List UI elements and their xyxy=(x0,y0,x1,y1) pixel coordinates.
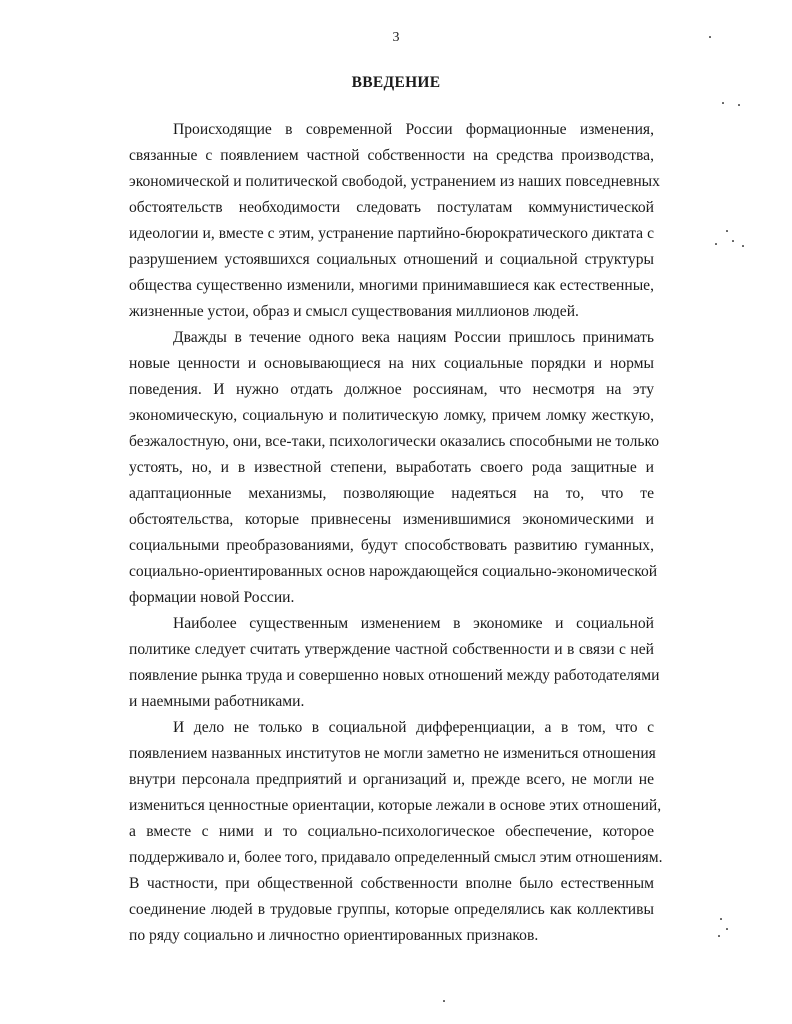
text-line: И дело не только в социальной дифференциации, а в том, что с xyxy=(173,719,654,736)
text-line: В частности, при общественной собственности вполне было естественным xyxy=(129,875,654,892)
scan-speck xyxy=(726,928,728,930)
section-heading: ВВЕДЕНИЕ xyxy=(351,74,441,91)
text-line: общества существенно изменили, многими принимавшиеся как естественные, xyxy=(129,277,654,294)
text-line: обстоятельства, которые привнесены изменившимися экономическими и xyxy=(129,511,654,528)
text-line: по ряду социально и личностно ориентированных признаков. xyxy=(129,927,539,944)
scan-speck xyxy=(709,36,711,38)
text-line: разрушением устоявшихся социальных отношений и социальной структуры xyxy=(129,251,654,268)
text-line: обстоятельств необходимости следовать постулатам коммунистической xyxy=(129,199,654,216)
body-text xyxy=(129,117,663,949)
paragraph xyxy=(129,325,660,611)
text-line: новые ценности и основывающиеся на них социальные порядки и нормы xyxy=(129,355,654,372)
text-line: Наиболее существенным изменением в экономике и социальной xyxy=(173,615,654,632)
text-line: поведения. И нужно отдать должное россиянам, что несмотря на эту xyxy=(129,381,654,398)
text-line: формации новой России. xyxy=(129,589,295,606)
text-line: и наемными работниками. xyxy=(129,693,305,710)
text-line: устоять, но, и в известной степени, выработать своего рода защитные и xyxy=(129,459,654,476)
scan-speck xyxy=(715,243,717,245)
text-line: измениться ценностные ориентации, которые лежали в основе этих отношений, xyxy=(129,797,662,814)
scan-speck xyxy=(718,935,720,937)
text-line: политике следует считать утверждение частной собственности и в связи с ней xyxy=(129,641,654,658)
text-line: безжалостную, они, все-таки, психологически оказались способными не только xyxy=(129,433,660,450)
text-line: идеологии и, вместе с этим, устранение партийно-бюрократического диктата с xyxy=(129,225,654,242)
paragraph xyxy=(129,715,663,949)
page-number: 3 xyxy=(392,30,400,45)
scan-speck xyxy=(732,240,734,242)
text-line: жизненные устои, образ и смысл существования миллионов людей. xyxy=(129,303,579,320)
text-line: связанные с появлением частной собственности на средства производства, xyxy=(129,147,654,164)
scan-speck xyxy=(722,102,724,104)
text-line: социально-ориентированных основ нарождающейся социально-экономической xyxy=(129,563,658,580)
text-line: экономической и политической свободой, устранением из наших повседневных xyxy=(129,173,660,190)
text-line: Дважды в течение одного века нациям России пришлось принимать xyxy=(173,329,654,346)
text-line: внутри персонала предприятий и организаций и, прежде всего, не могли не xyxy=(129,771,654,788)
scan-speck xyxy=(720,918,722,920)
text-line: поддерживало и, более того, придавало определенный смысл этим отношениям. xyxy=(129,849,663,866)
scan-speck xyxy=(742,245,744,247)
text-line: адаптационные механизмы, позволяющие надеяться на то, что те xyxy=(129,485,654,502)
text-line: экономическую, социальную и политическую ломку, причем ломку жесткую, xyxy=(129,407,654,424)
scan-speck xyxy=(443,1000,445,1002)
text-line: появлением названных институтов не могли заметно не измениться отношения xyxy=(129,745,656,762)
text-line: Происходящие в современной России формационные изменения, xyxy=(173,121,654,138)
scan-speck xyxy=(738,104,740,106)
text-line: социальными преобразованиями, будут способствовать развитию гуманных, xyxy=(129,537,654,554)
text-line: появление рынка труда и совершенно новых отношений между работодателями xyxy=(129,667,660,684)
paragraph xyxy=(129,117,660,325)
scan-speck xyxy=(726,230,728,232)
text-line: а вместе с ними и то социально-психологическое обеспечение, которое xyxy=(129,823,654,840)
paragraph xyxy=(129,611,660,715)
text-line: соединение людей в трудовые группы, которые определялись как коллективы xyxy=(129,901,654,918)
